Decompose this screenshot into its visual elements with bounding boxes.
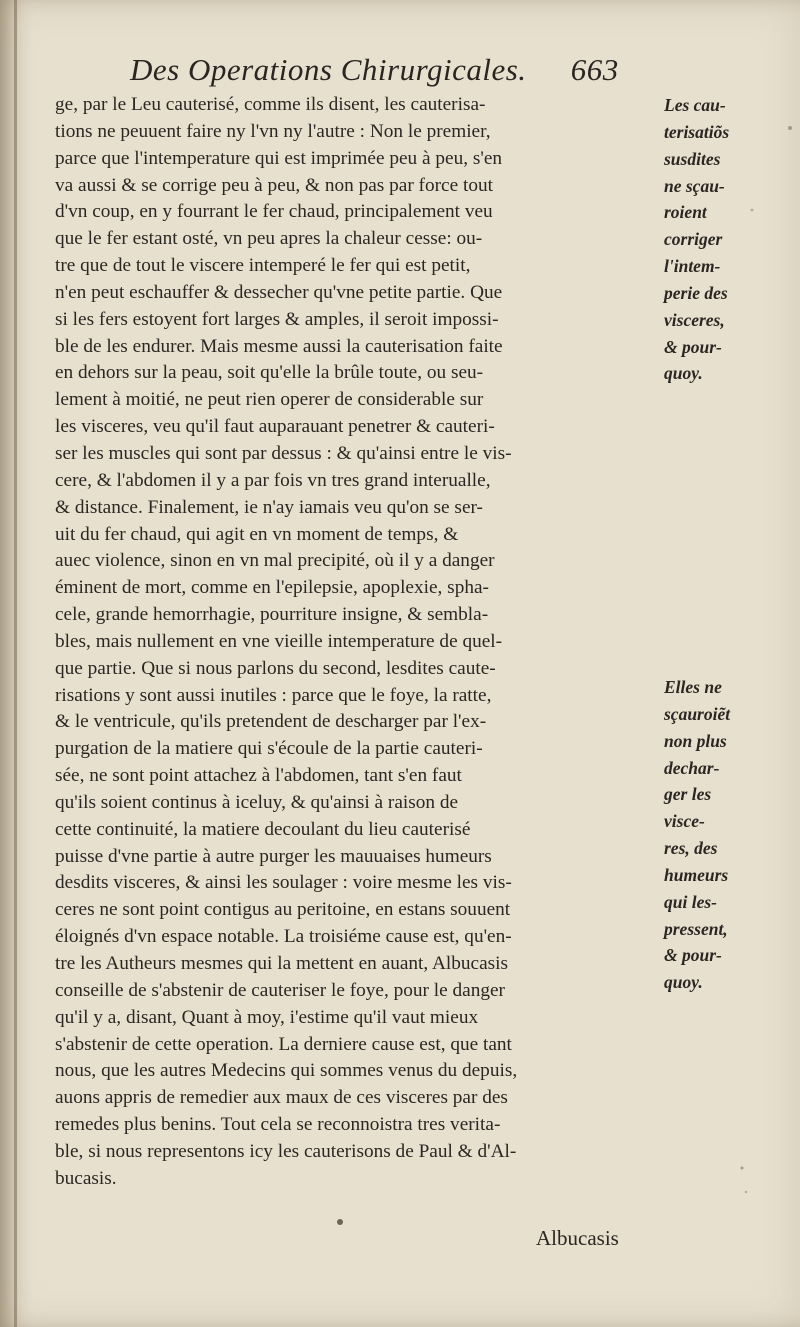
margin-note-line: sçauroiẽt [664,703,731,724]
text-line: lement à moitié, ne peut rien operer de considerable sur [55,389,484,411]
text-line: ble de les endurer. Mais mesme aussi la cauterisation faite [55,335,503,357]
text-line: en dehors sur la peau, soit qu'elle la brûle toute, ou seu- [55,362,484,384]
text-line: & distance. Finalement, ie n'ay iamais veu qu'on se ser- [55,496,483,518]
margin-note-line: terisatiõs [664,121,730,142]
text-line: bucasis. [55,1167,117,1189]
text-line: ge, par le Leu cauterisé, comme ils disent, les cauterisa- [55,94,486,115]
text-line: les visceres, veu qu'il faut auparauant penetrer & cauteri- [55,416,495,438]
text-line: éloignés d'vn espace notable. La troisiéme cause est, qu'en- [55,926,512,948]
text-line: bles, mais nullement en vne vieille intemperature de quel- [55,630,503,652]
text-line: tions ne peuuent faire ny l'vn ny l'autre : Non le premier, [55,120,491,142]
text-line: que partie. Que si nous parlons du second, lesdites caute- [55,657,496,679]
text-line: & le ventricule, qu'ils pretendent de descharger par l'ex- [55,711,487,733]
margin-note-line: non plus [664,730,727,751]
margin-note-line: & pour- [664,336,722,357]
text-line: auec violence, sinon en vn mal precipité, où il y a danger [55,550,495,572]
body-text [55,92,655,1193]
text-line: d'vn coup, en y fourrant le fer chaud, principalement veu [55,201,493,223]
text-line: risations y sont aussi inutiles : parce que le foye, la ratte, [55,684,492,706]
margin-note-line: res, des [664,838,718,859]
text-line: si les fers estoyent fort larges & amples, il seroit impossi- [55,308,499,330]
margin-note-line: roient [664,202,707,223]
text-line: sée, ne sont point attachez à l'abdomen, tant s'en faut [55,765,462,787]
margin-note-line: quoy. [664,972,703,993]
margin-note-line: l'intem- [664,256,721,277]
text-line: auons appris de remedier aux maux de ces visceres par des [55,1087,508,1109]
margin-note-line: visceres, [664,309,725,330]
text-line: desdits visceres, & ainsi les soulager : voire mesme les vis- [55,872,512,894]
margin-note-line: perie des [664,282,728,303]
text-line: ble, si nous representons icy les cauterisons de Paul & d'Al- [55,1140,517,1162]
text-line: puisse d'vne partie à autre purger les mauuaises humeurs [55,845,492,867]
text-line: cere, & l'abdomen il y a par fois vn tres grand interualle, [55,469,491,491]
margin-note-2 [664,674,794,996]
margin-note-line: qui les- [664,891,717,912]
running-head-title: Des Operations Chirurgicales. [130,52,527,87]
margin-note-line: quoy. [664,363,703,384]
text-line: va aussi & se corrige peu à peu, & non pas par force tout [55,174,493,196]
text-line: qu'il y a, disant, Quant à moy, i'estime qu'il vaut mieux [55,1006,479,1028]
text-line: nous, que les autres Medecins qui sommes venus du depuis, [55,1060,518,1082]
margin-note-line: dechar- [664,757,720,778]
margin-note-line: Les cau- [664,95,726,115]
text-line: uit du fer chaud, qui agit en vn moment de temps, & [55,523,459,545]
running-head [130,52,670,92]
margin-note-line: & pour- [664,945,722,966]
text-line: tre que de tout le viscere intemperé le fer qui est petit, [55,255,471,277]
text-line: cette continuité, la matiere decoulant du lieu cauterisé [55,818,471,840]
text-line: ceres ne sont point contigus au peritoine, en estans souuent [55,899,511,921]
margin-note-line: humeurs [664,864,729,885]
text-line: n'en peut eschauffer & dessecher qu'vne petite partie. Que [55,281,503,303]
margin-note-line: susdites [664,148,721,169]
text-line: remedes plus benins. Tout cela se reconnoistra tres verita- [55,1114,501,1136]
text-line: purgation de la matiere qui s'écoule de la partie cauteri- [55,738,483,760]
text-line: qu'ils soient continus à iceluy, & qu'ainsi à raison de [55,791,459,813]
page-number: 663 [570,52,619,87]
text-line: conseille de s'abstenir de cauteriser le foye, pour le danger [55,979,505,1001]
margin-note-line: visce- [664,811,705,832]
text-line: tre les Autheurs mesmes qui la mettent en auant, Albucasis [55,953,509,974]
text-line: ser les muscles qui sont par dessus : & qu'ainsi entre le vis- [55,442,512,464]
text-line: parce que l'intemperature qui est imprimée peu à peu, s'en [55,147,503,169]
margin-note-line: ne sçau- [664,175,725,196]
text-line: éminent de mort, comme en l'epilepsie, apoplexie, spha- [55,577,489,599]
text-line: que le fer estant osté, vn peu apres la chaleur cesse: ou- [55,228,483,250]
margin-note-line: ger les [664,784,712,805]
margin-note-line: Elles ne [664,677,722,697]
margin-note-line: corriger [664,229,723,250]
margin-note-1 [664,92,794,387]
text-line: s'abstenir de cette operation. La derniere cause est, que tant [55,1033,512,1055]
catchword: Albucasis [536,1226,619,1250]
page-gutter [14,0,17,1327]
margin-note-line: pressent, [664,918,728,939]
text-line: cele, grande hemorrhagie, pourriture insigne, & sembla- [55,604,489,626]
